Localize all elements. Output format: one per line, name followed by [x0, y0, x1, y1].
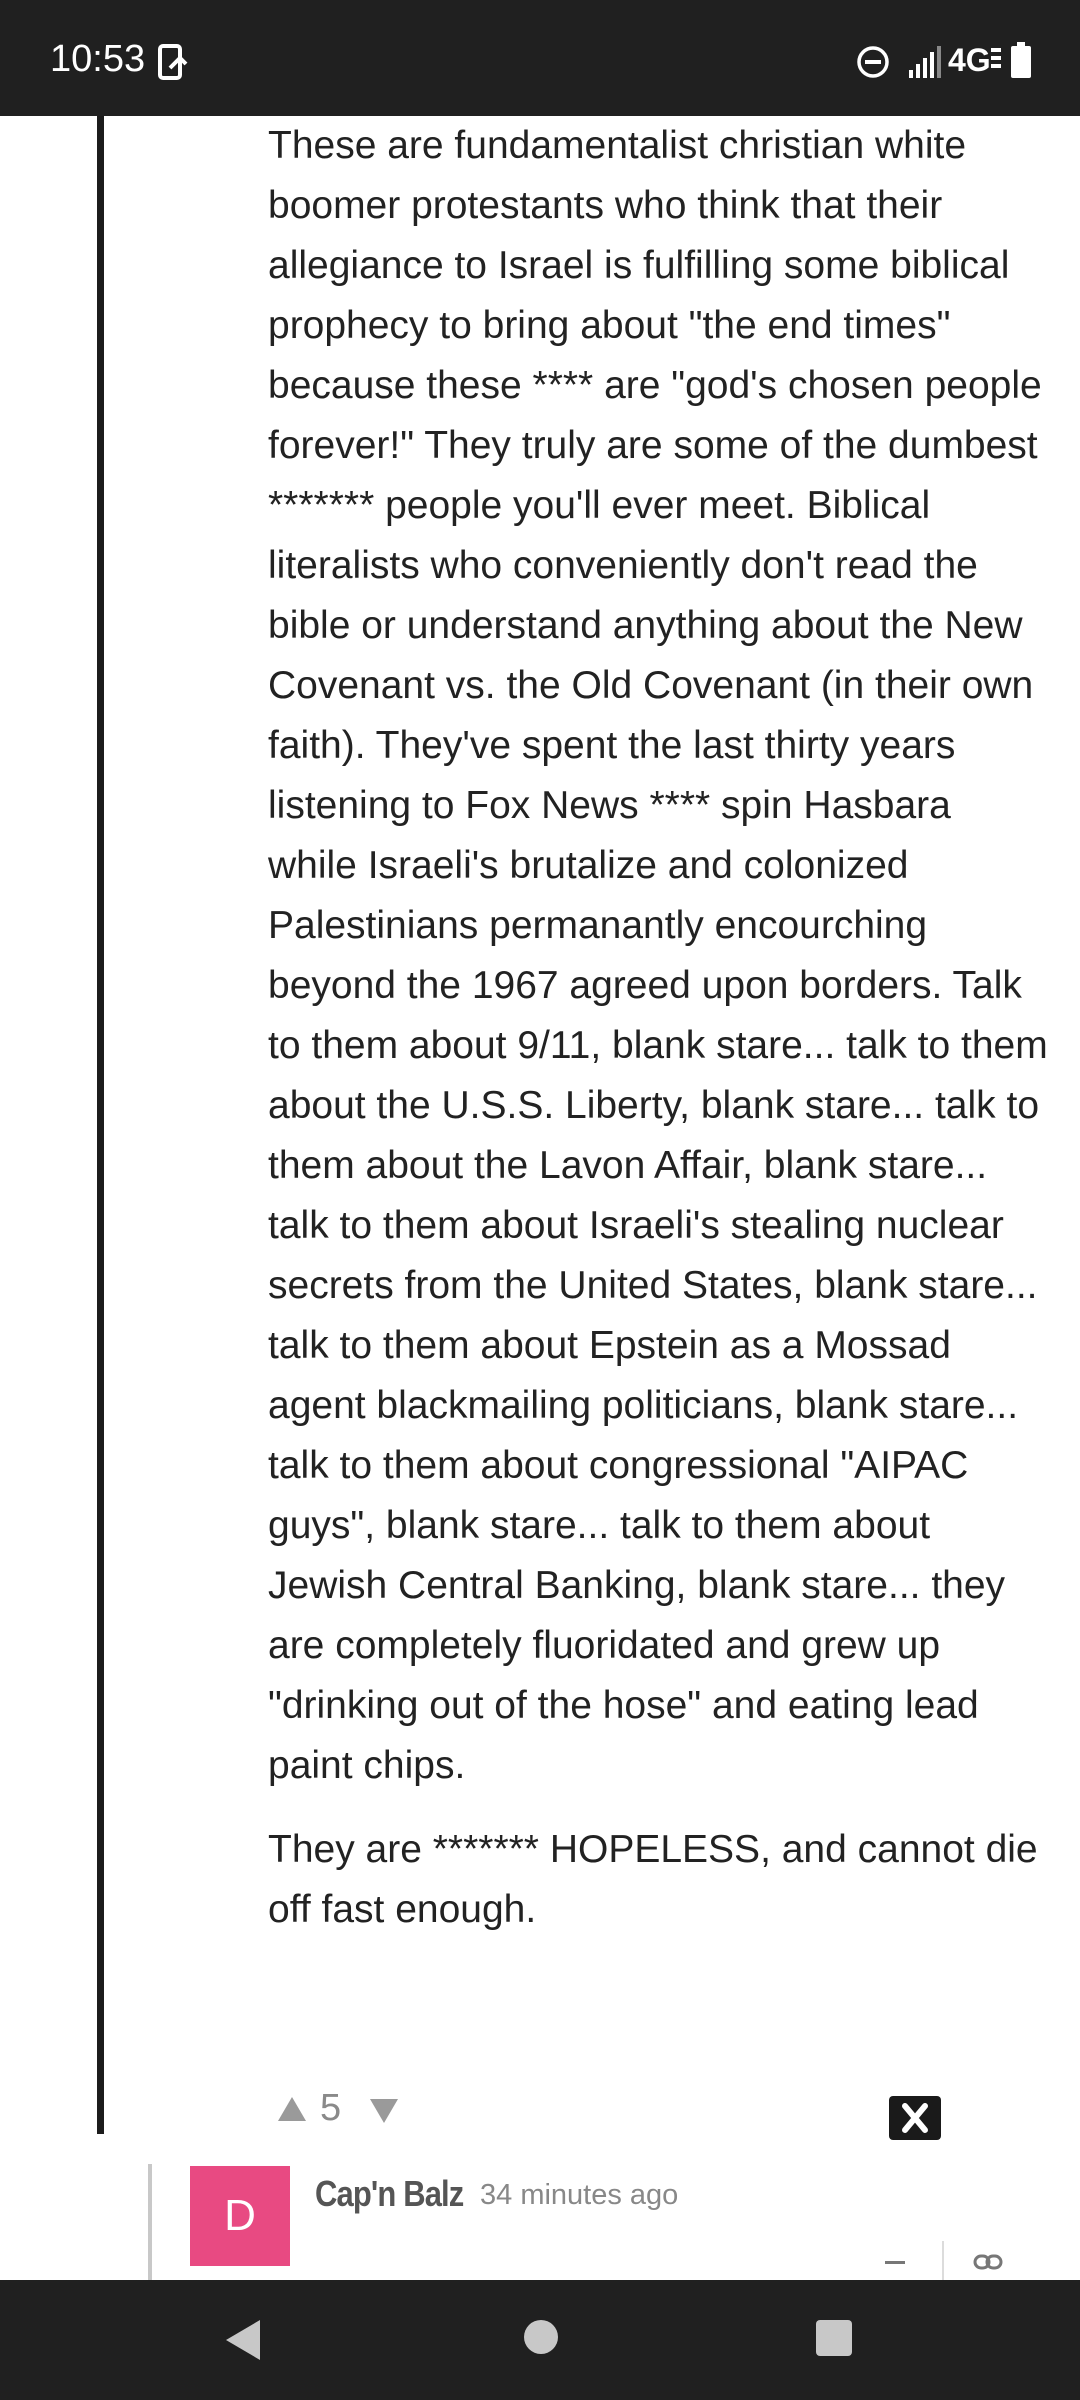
timestamp[interactable]: 34 minutes ago [480, 2179, 679, 2211]
comment-body [268, 116, 1048, 1940]
recents-icon[interactable] [815, 2319, 853, 2362]
back-icon[interactable] [224, 2318, 264, 2367]
network-type-label: 4G [948, 42, 991, 78]
comment-thread [0, 116, 1080, 2280]
navigation-bar [0, 2280, 1080, 2400]
reply-thread-line [148, 2164, 152, 2280]
do-not-disturb-icon [856, 45, 890, 84]
avatar-letter: D [224, 2191, 256, 2240]
close-button[interactable] [889, 2096, 941, 2140]
comment-paragraph: They are ******* HOPELESS, and cannot die off fast enough. [268, 1828, 1038, 1931]
close-icon [889, 2096, 941, 2140]
home-icon[interactable] [522, 2318, 560, 2361]
author-name[interactable]: Cap'n Balz [315, 2173, 464, 2214]
upvote-icon[interactable] [276, 2095, 308, 2128]
signal-icon [908, 44, 942, 85]
status-bar [0, 0, 1080, 116]
avatar[interactable] [190, 2166, 290, 2266]
battery-icon [1010, 42, 1032, 83]
collapse-button[interactable] [885, 2261, 905, 2264]
comment-paragraph: These are fundamentalist christian white boomer protestants who think that their allegiance to Israel is fulfilling some biblical prophecy to bring about "the end times" because these **** are "god's chosen people forever!" They truly are some of the dumbest ******* people you'll ever meet. Biblical literalists who conveniently don't read the bible or understand anything about the New Covenant vs. the Old Covenant (in their own faith). They've spent the last thirty years listening to Fox News **** spin Hasbara while Israeli's brutalize and colonized Palestinians permanantly encourching beyond the 1967 agreed upon borders. Talk to them about 9/11, blank stare... talk to them about the U.S.S. Liberty, blank stare... talk to them about the Lavon Affair, blank stare... talk to them about Israeli's stealing nuclear secrets from the United States, blank stare... talk to them about Epstein as a Mossad agent blackmailing politicians, blank stare... talk to them about congressional "AIPAC guys", blank stare... talk to them about Jewish Central Banking, blank stare... they are completely fluoridated and grew up "drinking out of the hose" and eating lead paint chips. [268, 124, 1048, 1787]
vote-count: 5 [320, 2087, 342, 2129]
data-arrows-icon [990, 46, 1002, 81]
screen-rotate-icon [156, 42, 190, 87]
status-time: 10:53 [50, 38, 146, 80]
link-icon[interactable] [973, 2253, 1003, 2276]
action-divider [942, 2241, 944, 2280]
thread-line [97, 116, 104, 2134]
downvote-icon[interactable] [368, 2097, 400, 2130]
